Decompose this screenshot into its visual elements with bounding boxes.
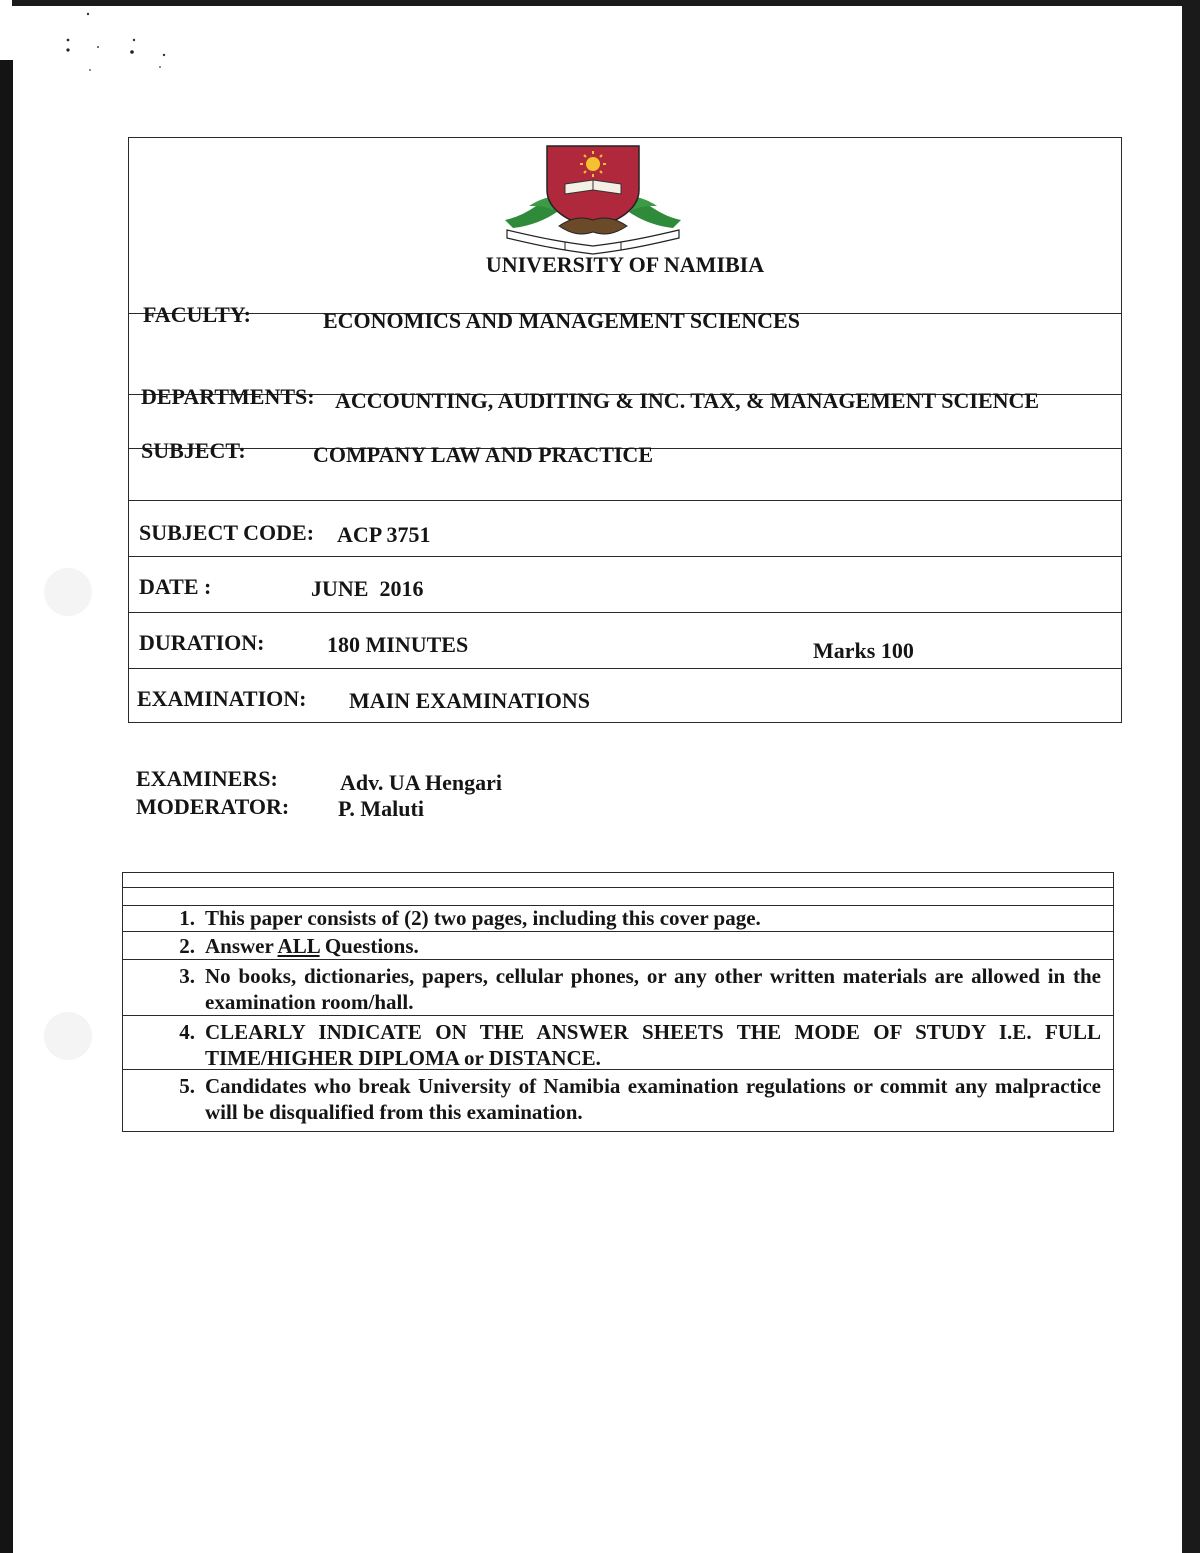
faculty-value: ECONOMICS AND MANAGEMENT SCIENCES bbox=[323, 308, 800, 333]
moderator-value: P. Maluti bbox=[338, 796, 424, 821]
punch-hole-bottom bbox=[44, 1012, 92, 1060]
duration-value: 180 MINUTES bbox=[327, 632, 469, 657]
duration-label: DURATION: bbox=[139, 630, 265, 655]
date-label: DATE : bbox=[139, 574, 212, 599]
instruction-text-end: Questions. bbox=[319, 934, 419, 958]
subject-value: COMPANY LAW AND PRACTICE bbox=[313, 442, 653, 467]
instruction-text: Candidates who break University of Namibia examination regulations or commit any malpractice will be disqualified from this examination. bbox=[205, 1074, 1101, 1124]
instruction-number: 2. bbox=[179, 934, 195, 958]
university-crest-icon bbox=[501, 144, 685, 256]
punch-hole-top bbox=[44, 568, 92, 616]
row-divider bbox=[123, 931, 1113, 932]
date-value: JUNE 2016 bbox=[311, 576, 424, 601]
examination-label: EXAMINATION: bbox=[137, 686, 307, 711]
row-divider bbox=[129, 556, 1121, 557]
instruction-number: 1. bbox=[179, 906, 195, 930]
row-divider bbox=[129, 612, 1121, 613]
instruction-emphasis: ALL bbox=[277, 934, 320, 958]
subject-code-value: ACP 3751 bbox=[337, 522, 431, 547]
instruction-text: This paper consists of (2) two pages, including this cover page. bbox=[205, 906, 761, 930]
departments-value: ACCOUNTING, AUDITING & INC. TAX, & MANAGEMENT SCIENCE bbox=[335, 388, 1040, 413]
row-divider bbox=[123, 1069, 1113, 1070]
scan-edge-top bbox=[12, 0, 1200, 6]
row-divider bbox=[129, 500, 1121, 501]
row-divider bbox=[129, 668, 1121, 669]
instruction-text: CLEARLY INDICATE ON THE ANSWER SHEETS THE MODE OF STUDY I.E. FULL TIME/HIGHER DIPLOMA or DISTANCE. bbox=[205, 1020, 1101, 1070]
subject-label: SUBJECT: bbox=[141, 438, 246, 463]
examiners-value: Adv. UA Hengari bbox=[340, 770, 502, 795]
departments-label: DEPARTMENTS: bbox=[141, 384, 315, 409]
scan-edge-left bbox=[0, 60, 13, 1553]
university-name: UNIVERSITY OF NAMIBIA bbox=[485, 252, 765, 277]
scan-specks bbox=[60, 10, 180, 80]
examination-value: MAIN EXAMINATIONS bbox=[349, 688, 590, 713]
row-divider bbox=[123, 1015, 1113, 1016]
row-divider bbox=[123, 887, 1113, 888]
exam-header-table bbox=[128, 137, 1122, 723]
moderator-label: MODERATOR: bbox=[136, 794, 290, 819]
instruction-text bbox=[205, 933, 1101, 959]
instruction-text: No books, dictionaries, papers, cellular phones, or any other written materials are allowed in the examination room/hall. bbox=[205, 964, 1101, 1014]
faculty-label: FACULTY: bbox=[143, 302, 251, 327]
row-divider bbox=[123, 959, 1113, 960]
scan-edge-right bbox=[1182, 0, 1200, 1553]
subject-code-label: SUBJECT CODE: bbox=[139, 520, 315, 545]
examiners-label: EXAMINERS: bbox=[136, 766, 278, 791]
instruction-number: 4. bbox=[179, 1020, 195, 1044]
instruction-text-start: Answer bbox=[205, 934, 278, 958]
instructions-table bbox=[122, 872, 1114, 1132]
total-marks: Marks 100 bbox=[813, 638, 914, 663]
instruction-number: 5. bbox=[179, 1074, 195, 1098]
instruction-number: 3. bbox=[179, 964, 195, 988]
